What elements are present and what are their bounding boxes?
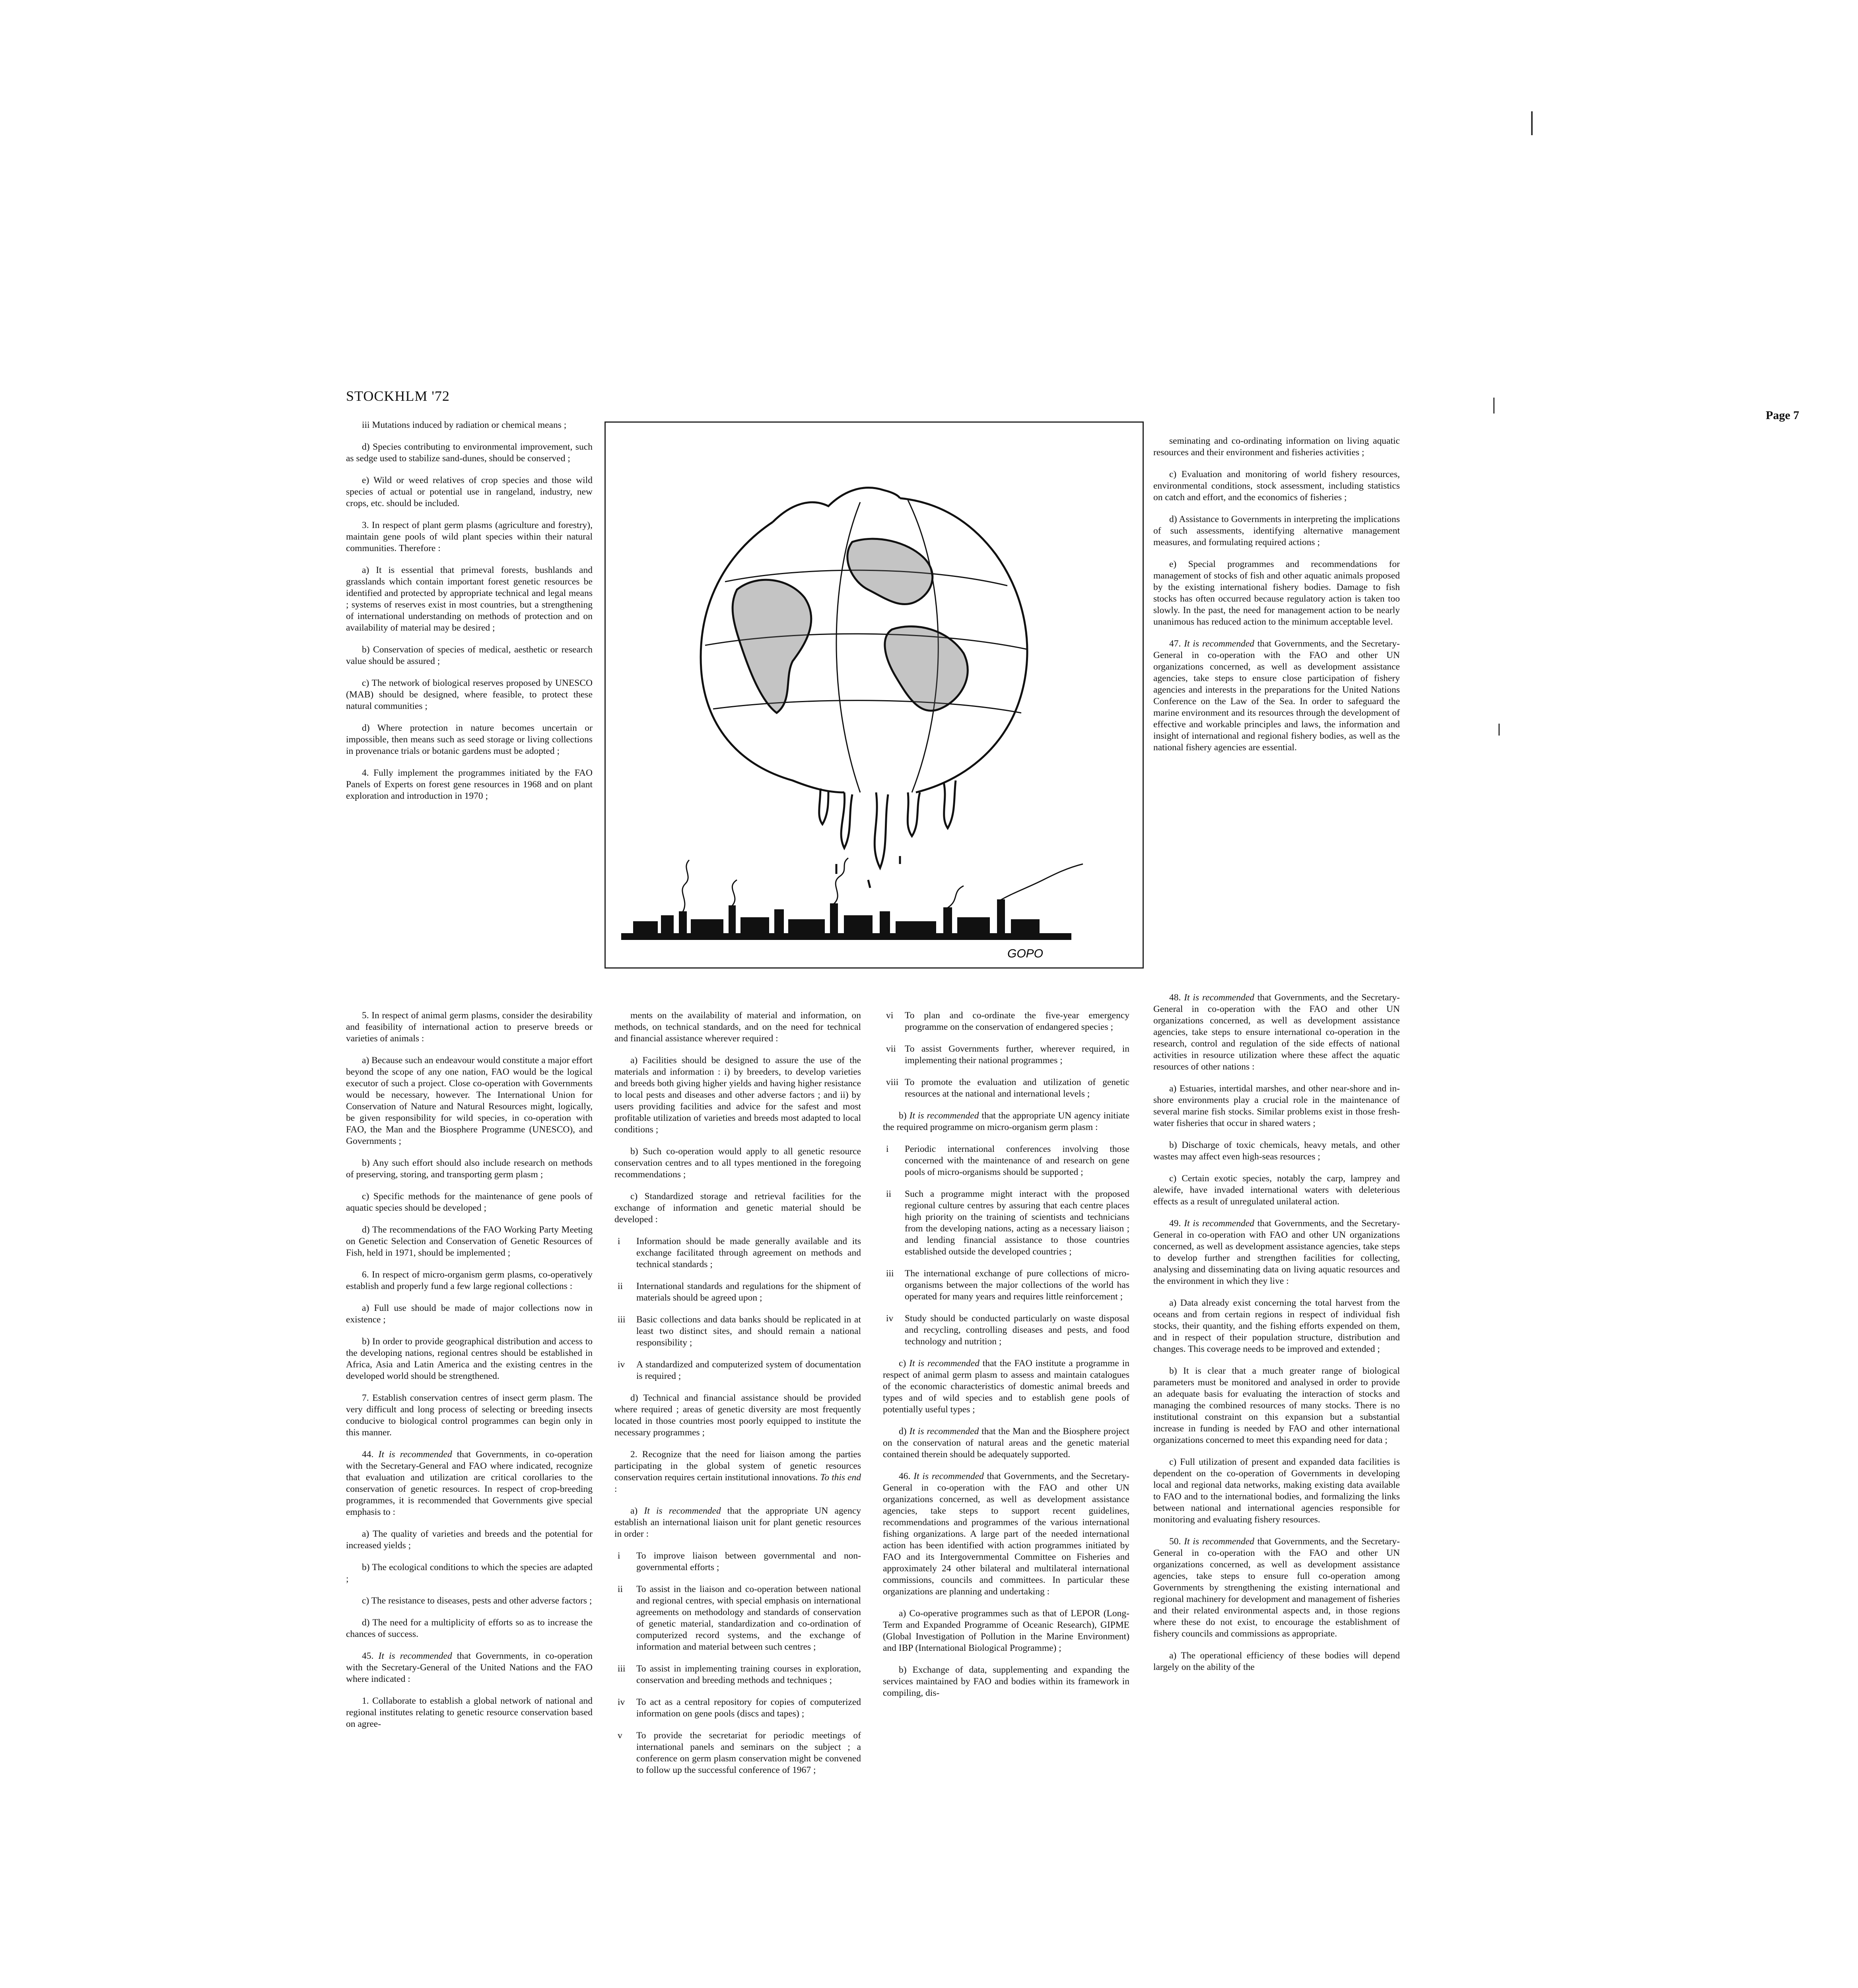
paragraph: b) It is clear that a much greater range of biological parameters must be monitored and analysed in order to provide an adequate basis for evaluating the interaction of stocks and managing the combined resources of many stocks. There is no institutional constraint on this expansion but a substantial increase in funding is needed by FAO and other international organizations concerned to meet this expanding need for data ;: [1153, 1366, 1400, 1445]
paragraph: b) Discharge of toxic chemicals, heavy metals, and other wastes may affect even high-seas resources ;: [1153, 1140, 1400, 1162]
list-item-number: ii: [618, 1281, 623, 1291]
paragraph: d) Where protection in nature becomes uncertain or impossible, then means such as seed storage or living collections in provenance trials or botanic gardens must be adopted ;: [346, 723, 593, 756]
list-item-number: vii: [886, 1044, 896, 1054]
paragraph: ments on the availability of material and information, on methods, on technical standards, and on the need for technical and financial assistance wherever required :: [614, 1010, 861, 1044]
list-item-number: iv: [886, 1313, 894, 1324]
paragraph: 5. In respect of animal germ plasms, consider the desirability and feasibility of international action to preserve breeds or varieties of animals :: [346, 1010, 593, 1044]
paragraph: 44. It is recommended that Governments, in co-operation with the Secretary-General and FAO where indicated, recognize that evaluation and utilization are critical corollaries to the conservation of genetic resources. In respect of crop-breeding programmes, it is recommended that Governments give special emphasis to :: [346, 1449, 593, 1517]
list-item: [614, 1663, 861, 1686]
list-item-number: i: [618, 1551, 620, 1561]
list-item-number: iii: [618, 1314, 626, 1325]
paragraph: 47. It is recommended that Governments, and the Secretary-General in co-operation with the FAO and other UN organizations concerned, as well as development assistance agencies, take steps to ensure close participation of fishery agencies and interests in the preparations for the United Nations Conference on the Law of the Sea. In order to safeguard the marine environment and its resources through the development of effective and workable principles and laws, the information and insight of international and regional fishery bodies, as well as the national fishery agencies are essential.: [1153, 639, 1400, 753]
list-item: [614, 1697, 861, 1720]
paragraph: a) Co-operative programmes such as that of LEPOR (Long-Term and Expanded Programme of Oceanic Research), GIPME (Global Investigation of Pollution in the Marine Environment) and IBP (International Biological Programme) ;: [883, 1608, 1129, 1653]
list-item-text: Basic collections and data banks should be replicated in at least two distinct sites, and should remain a national responsibility ;: [636, 1314, 861, 1348]
paragraph: iii Mutations induced by radiation or chemical means ;: [362, 420, 567, 430]
list-item-text: To act as a central repository for copies of computerized information on gene pools (discs and tapes) ;: [636, 1697, 861, 1719]
list-item-text: To improve liaison between governmental and non-governmental efforts ;: [636, 1551, 861, 1573]
paragraph: e) Wild or weed relatives of crop species and those wild species of actual or potential use in rangeland, industry, new crops, etc. should be included.: [346, 475, 593, 509]
cartoon-signature: GOPO: [1007, 947, 1044, 960]
paragraph: 46. It is recommended that Governments, and the Secretary-General in co-operation with the FAO and other UN organizations concerned, as well as development assistance agencies, take steps to support recent guidelines, recommendations and programmes of the various international fishing organizations. A large part of the needed international action has been identified with action programmes initiated by FAO and its Intergovernmental Committee on Fisheries and approximately 24 other bilateral and multilateral international commissions, councils and committees. In particular these organizations are planning and undertaking :: [883, 1471, 1129, 1597]
paragraph: c) Specific methods for the maintenance of gene pools of aquatic species should be developed ;: [346, 1191, 593, 1213]
list-item: [883, 1010, 1129, 1033]
list-item-text: To plan and co-ordinate the five-year emergency programme on the conservation of endangered species ;: [905, 1010, 1129, 1032]
list-item: [614, 1584, 861, 1653]
list-item-text: The international exchange of pure collections of micro-organisms between the major collections of the world has operated for many years and requires little reinforcement ;: [905, 1268, 1129, 1302]
list-item: [614, 1236, 861, 1270]
scan-mark: [1498, 724, 1500, 736]
column-1-top: [346, 419, 593, 812]
paragraph: 4. Fully implement the programmes initiated by the FAO Panels of Experts on forest gene resources in 1968 and on plant exploration and introduction in 1970 ;: [346, 768, 593, 801]
paragraph: a) The operational efficiency of these bodies will depend largely on the ability of the: [1153, 1650, 1400, 1672]
scan-mark: [1531, 111, 1533, 135]
paragraph: d) Technical and financial assistance should be provided where required ; areas of genetic diversity are most frequently located in those countries most poorly equipped to institute the necessary programmes ;: [614, 1393, 861, 1438]
list-item-text: To assist in the liaison and co-operation between national and regional centres, with special emphasis on international agreements on methodology and standards of conservation of genetic material, standardization and co-ordination of computerized record systems, and the exchange of information and material between such centres ;: [636, 1584, 861, 1652]
paragraph: b) Such co-operation would apply to all genetic resource conservation centres and to all types mentioned in the foregoing recommendations ;: [614, 1146, 861, 1180]
list-item: [883, 1077, 1129, 1100]
list-item-text: A standardized and computerized system of documentation is required ;: [636, 1359, 861, 1381]
paragraph: d) Assistance to Governments in interpreting the implications of such assessments, identifying alternative management measures, and formulating required actions ;: [1153, 514, 1400, 547]
column-4-top: [1153, 435, 1400, 764]
paragraph: c) Certain exotic species, notably the carp, lamprey and alewife, have invaded international waters with deleterious effects as a result of unregulated unilateral action.: [1153, 1173, 1400, 1207]
list-item: [883, 1313, 1129, 1347]
paragraph: a) It is recommended that the appropriate UN agency establish an international liaison unit for plant genetic resources in order :: [614, 1506, 861, 1539]
paragraph: c) Evaluation and monitoring of world fishery resources, environmental conditions, stock assessment, including statistics on catch and effort, and the economics of fisheries ;: [1153, 469, 1400, 503]
list-item: [614, 1730, 861, 1776]
running-header: STOCKHLM '72: [346, 388, 450, 404]
list-item: [883, 1268, 1129, 1303]
paragraph: 50. It is recommended that Governments, and the Secretary-General in co-operation with the FAO and other UN organizations concerned, as well as development assistance agencies, take steps to ensure full co-operation among Governments by strengthening the existing international and regional machinery for development and management of fisheries and their related environmental aspects and, in those regions where these do not exist, to encourage the establishment of fishery councils and commissions as appropriate.: [1153, 1536, 1400, 1639]
list-item-number: i: [618, 1236, 620, 1246]
paragraph: c) It is recommended that the FAO institute a programme in respect of animal germ plasm to assess and maintain catalogues of the economic characteristics of domestic animal breeds and types and of wild species and to establish gene pools of potentially useful types ;: [883, 1358, 1129, 1415]
paragraph: d) It is recommended that the Man and the Biosphere project on the conservation of natural areas and the genetic material contained therein should be adequately supported.: [883, 1426, 1130, 1460]
paragraph: 7. Establish conservation centres of insect germ plasm. The very difficult and long process of selecting or breeding insects conducive to biological control programmes can begin only in this manner.: [346, 1393, 593, 1438]
list-item-text: Information should be made generally available and its exchange facilitated through agreement on methods and technical standards ;: [636, 1236, 861, 1270]
page-number: Page 7: [1766, 409, 1800, 422]
paragraph: 2. Recognize that the need for liaison among the parties participating in the global system of genetic resources conservation requires certain institutional innovations. To this end :: [614, 1449, 861, 1494]
scan-mark: [1493, 398, 1495, 414]
paragraph: b) In order to provide geographical distribution and access to the developing nations, regional centres should be established in Africa, Asia and Latin America and the existing centres in the developed world should be strengthened.: [346, 1336, 593, 1381]
list-item-number: iv: [618, 1697, 625, 1707]
list-item-text: To assist in implementing training courses in exploration, conservation and breeding methods and techniques ;: [636, 1664, 861, 1685]
paragraph: b) The ecological conditions to which the species are adapted ;: [346, 1562, 593, 1584]
list-item-number: v: [618, 1730, 622, 1741]
paragraph: 45. It is recommended that Governments, in co-operation with the Secretary-General of the United Nations and the FAO where indicated :: [346, 1651, 593, 1684]
paragraph: a) Because such an endeavour would constitute a major effort beyond the scope of any one nation, FAO would be the logical executor of such a project. Close co-operation with Governments would be necessary, however. The International Union for Conservation of Nature and Natural Resources might, logically, be given responsibility for wild species, in co-operation with FAO, the Man and the Biosphere Programme (UNESCO), and Governments ;: [346, 1055, 593, 1146]
list-item: [614, 1281, 861, 1304]
paragraph: 3. In respect of plant germ plasms (agriculture and forestry), maintain gene pools of wild plant species within their natural communities. Therefore :: [346, 520, 593, 553]
column-4-bottom: [1153, 992, 1400, 1683]
list-item-number: vi: [886, 1010, 894, 1021]
paragraph: c) Standardized storage and retrieval facilities for the exchange of information and genetic material should be developed :: [614, 1191, 861, 1225]
column-3: [883, 1010, 1129, 1709]
list-item-text: Periodic international conferences involving those concerned with the maintenance of and research on gene pools of micro-organisms should be supported ;: [905, 1144, 1129, 1177]
list-item-number: ii: [618, 1584, 623, 1594]
paragraph: seminating and co-ordinating information on living aquatic resources and their environment and fisheries activities ;: [1153, 436, 1400, 458]
list-item: [883, 1143, 1129, 1178]
column-1-bottom: [346, 1010, 593, 1740]
paragraph: 1. Collaborate to establish a global network of national and regional institutes relating to genetic resource conservation based on agree-: [346, 1696, 593, 1729]
paragraph: b) Exchange of data, supplementing and expanding the services maintained by FAO and bodies within its framework in compiling, dis-: [883, 1665, 1129, 1698]
paragraph: 48. It is recommended that Governments, and the Secretary-General in co-operation with the FAO and other UN organizations concerned, as well as development assistance agencies, take steps to ensure international co-operation in the research, control and regulation of the side effects of national activities in resource utilization where these affect the aquatic resources of other nations :: [1153, 992, 1400, 1072]
list-item-number: iv: [618, 1359, 625, 1370]
paragraph: 49. It is recommended that Governments, and the Secretary-General in co-operation with FAO and other UN organizations concerned, as well as development assistance agencies, take steps to develop further and strengthen facilities for collecting, analysing and disseminating data on living aquatic resources and the environment in which they live :: [1153, 1218, 1400, 1286]
list-item: [883, 1043, 1129, 1066]
paragraph: d) The recommendations of the FAO Working Party Meeting on Genetic Selection and Conservation of Genetic Resources of Fish, held in 1971, should be implemented ;: [346, 1225, 593, 1258]
list-item-text: To promote the evaluation and utilization of genetic resources at the national and international levels ;: [905, 1077, 1129, 1099]
paragraph: b) Any such effort should also include research on methods of preserving, storing, and transporting germ plasm ;: [346, 1158, 593, 1180]
paragraph: a) Data already exist concerning the total harvest from the oceans and from certain regions in respect of individual fish stocks, their quantity, and the fishing efforts expended on them, and in respect of their population structure, distribution and changes. This coverage needs to be improved and extended ;: [1153, 1298, 1400, 1354]
list-item-text: Study should be conducted particularly on waste disposal and recycling, controlling diseases and pests, and food technology and nutrition ;: [905, 1313, 1129, 1347]
list-item-number: iii: [618, 1664, 626, 1674]
column-2: [614, 1010, 861, 1786]
melting-globe-drawing: [606, 423, 1143, 967]
paragraph: e) Special programmes and recommendations for management of stocks of fish and other aquatic animals proposed by the existing international fishery bodies. Damage to fish stocks has often occurred because regulatory action is taken too slowly. In the past, the need for management action to be nearly unanimous has reduced action to the minimum acceptable level.: [1153, 559, 1400, 627]
list-item-text: To assist Governments further, wherever required, in implementing their national programmes ;: [905, 1044, 1129, 1066]
paragraph: b) Conservation of species of medical, aesthetic or research value should be assured ;: [346, 645, 593, 666]
list-item-text: International standards and regulations for the shipment of materials should be agreed upon ;: [636, 1281, 861, 1303]
paragraph: c) The resistance to diseases, pests and other adverse factors ;: [362, 1596, 592, 1606]
paragraph: 6. In respect of micro-organism germ plasms, co-operatively establish and properly fund a few large regional collections :: [346, 1270, 593, 1291]
paragraph: d) Species contributing to environmental improvement, such as sedge used to stabilize sand-dunes, should be conserved ;: [346, 442, 593, 464]
list-item-number: ii: [886, 1189, 892, 1199]
list-item-text: To provide the secretariat for periodic meetings of international panels and seminars on the subject ; a conference on germ plasm conservation might be convened to follow up the successful conference of 1967 ;: [636, 1730, 861, 1775]
paragraph: c) Full utilization of present and expanded data facilities is dependent on the co-operation of Governments in developing local and regional data networks, making existing data available to FAO and to the international bodies, and formalizing the links between national and international agencies responsible for monitoring and evaluating fishery resources.: [1153, 1457, 1400, 1525]
paragraph: a) It is essential that primeval forests, bushlands and grasslands which contain important forest genetic resources be identified and protected by appropriate technical and legal means ; systems of reserves exist in most countries, but a strengthening of international understanding on methods of protection and on availability of material may be desired ;: [346, 565, 593, 633]
list-item: [614, 1550, 861, 1573]
list-item: [883, 1188, 1129, 1258]
paragraph: a) Estuaries, intertidal marshes, and other near-shore and in-shore environments play a crucial role in the maintenance of several marine fish stocks. Similar problems exist in those fresh-water fisheries that occur in shared waters ;: [1153, 1083, 1400, 1128]
paragraph: a) Full use should be made of major collections now in existence ;: [346, 1303, 593, 1325]
paragraph: b) It is recommended that the appropriate UN agency initiate the required programme on micro-organism germ plasm :: [883, 1110, 1130, 1132]
paragraph: d) The need for a multiplicity of efforts so as to increase the chances of success.: [346, 1617, 593, 1639]
list-item: [614, 1314, 861, 1349]
paragraph: a) The quality of varieties and breeds and the potential for increased yields ;: [346, 1529, 593, 1551]
paragraph: c) The network of biological reserves proposed by UNESCO (MAB) should be designed, where feasible, to protect these natural communities ;: [346, 678, 593, 711]
list-item-number: i: [886, 1144, 889, 1154]
list-item-number: iii: [886, 1268, 894, 1279]
cartoon-illustration: [604, 421, 1144, 969]
list-item: [614, 1359, 861, 1382]
list-item-text: Such a programme might interact with the proposed regional culture centres by assuring that each centre places high priority on the training of scientists and technicians from the developing nations, acting as a necessary liaison ; and lending financial assistance to those countries established outside the developed countries ;: [905, 1189, 1129, 1257]
paragraph: a) Facilities should be designed to assure the use of the materials and information : i) by breeders, to develop varieties and breeds both giving higher yields and having higher resistance to local pests and diseases and other adverse factors ; and ii) by users providing facilities and advice for the safest and most profitable utilization of varieties and breeds most adapted to local conditions ;: [614, 1055, 861, 1135]
list-item-number: viii: [886, 1077, 899, 1087]
